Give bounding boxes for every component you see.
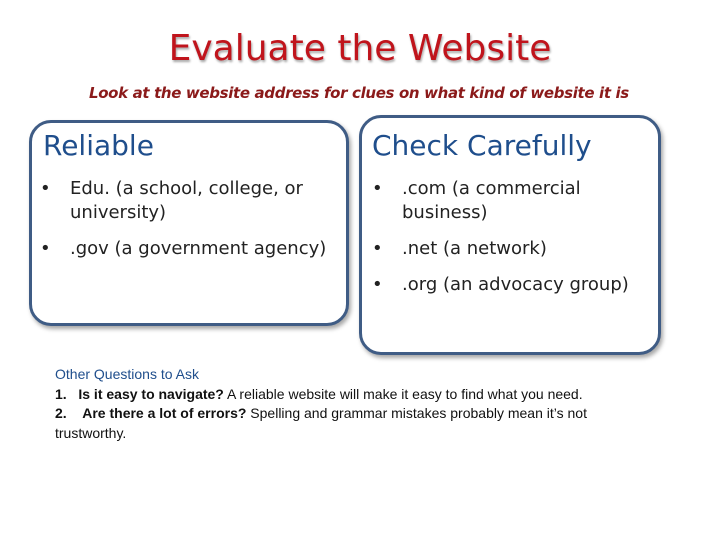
page-subtitle: Look at the website address for clues on what kind of website it is [89, 84, 629, 102]
reliable-item-text: Edu. (a school, college, or university) [70, 178, 303, 223]
reliable-item-text: .gov (a government agency) [70, 238, 327, 259]
bullet-icon: • [372, 274, 383, 295]
check-carefully-heading: Check Carefully [372, 129, 592, 162]
check-item-text: .net (a network) [402, 238, 547, 259]
check-item-text: .org (an advocacy group) [402, 274, 629, 295]
question-2 [55, 404, 635, 443]
bullet-icon: • [40, 238, 51, 259]
question-1 [55, 385, 635, 405]
question-1-text: A reliable website will make it easy to find what you need. [223, 385, 583, 402]
page-title: Evaluate the Website [168, 28, 552, 69]
question-2-number: 2. [55, 405, 67, 421]
reliable-heading: Reliable [43, 129, 154, 162]
question-2-title: Are there a lot of errors? [82, 405, 247, 421]
bullet-icon: • [40, 178, 51, 199]
question-1-title: Is it easy to navigate? [78, 385, 224, 402]
list-item [372, 237, 662, 261]
bullet-icon: • [372, 178, 383, 199]
list-item [40, 237, 360, 261]
list-item [40, 177, 360, 225]
check-item-text: .com (a commercial business) [402, 178, 581, 223]
other-questions-section [55, 365, 635, 443]
question-1-number: 1. [55, 385, 67, 402]
list-item [372, 177, 662, 225]
questions-heading: Other Questions to Ask [55, 366, 199, 382]
question-2-text: Spelling and grammar mistakes probably mean it’s not trustworthy. [55, 405, 587, 441]
reliable-list [40, 177, 360, 273]
list-item [372, 273, 662, 297]
check-carefully-list [372, 177, 662, 309]
bullet-icon: • [372, 238, 383, 259]
